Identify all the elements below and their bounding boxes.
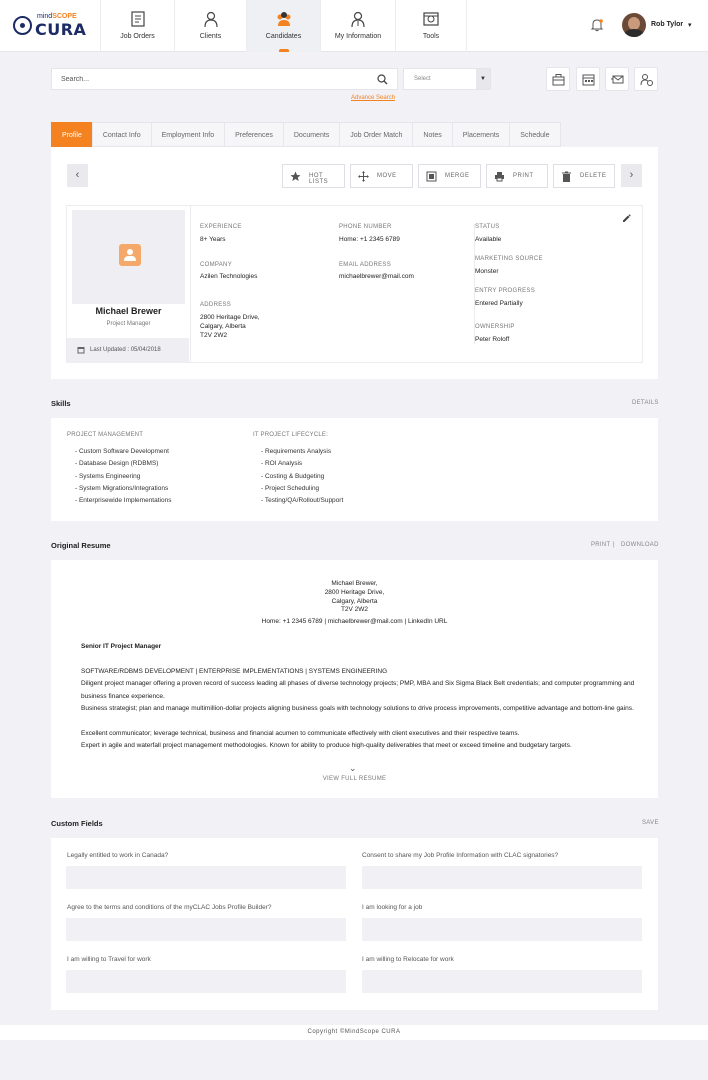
looking-for-job-field[interactable] [362, 918, 642, 941]
print-button[interactable]: PRINT [486, 164, 548, 188]
tab-profile[interactable]: Profile [51, 122, 92, 147]
chevron-down-icon[interactable]: ⌄ [349, 763, 357, 773]
calendar-small-icon [77, 346, 85, 354]
advance-search-link[interactable]: Advance Search [351, 95, 396, 101]
list-item: - Systems Engineering [75, 473, 141, 480]
willing-travel-field[interactable] [66, 970, 346, 993]
custom-fields-save-link[interactable]: SAVE [642, 820, 659, 826]
search-icon[interactable] [377, 74, 388, 85]
calendar-button[interactable] [576, 67, 600, 91]
address-line-2: Calgary, Alberta [200, 323, 246, 330]
search-category-select[interactable]: Select ▼ [403, 68, 491, 90]
list-item: - Custom Software Development [75, 448, 169, 455]
nav-tools[interactable]: Tools [395, 0, 467, 52]
agree-terms-field[interactable] [66, 918, 346, 941]
star-icon [290, 171, 301, 182]
status-value: Available [475, 236, 502, 243]
email-button[interactable] [605, 67, 629, 91]
list-item: - Testing/QA/Rollout/Support [261, 497, 344, 504]
previous-candidate-button[interactable] [67, 164, 88, 187]
address-line-3: T2V 2W2 [200, 332, 228, 339]
notification-bell-icon[interactable] [590, 18, 604, 32]
move-icon [358, 171, 369, 182]
calendar-icon [582, 73, 595, 86]
tab-placements[interactable]: Placements [452, 122, 510, 147]
resume-role: Senior IT Project Manager [81, 643, 162, 650]
user-avatar[interactable] [622, 13, 646, 37]
user-name[interactable]: Rob Tylor [651, 21, 684, 28]
skills-details-link[interactable]: DETAILS [632, 400, 659, 406]
list-item: - Project Scheduling [261, 485, 320, 492]
email-value[interactable]: michaelbrewer@mail.com [339, 273, 414, 280]
candidate-name: Michael Brewer [95, 306, 162, 316]
company-value: Azilen Technologies [200, 273, 258, 280]
phone-value: Home: +1 2345 6789 [339, 236, 400, 243]
chevron-down-icon: ▼ [476, 69, 490, 89]
candidate-summary-card: Michael Brewer Project Manager Last Updated : 05/04/2018 EXPERIENCE 8+ Years COMPANY Azilen Technologies ADDRESS 2800 Heritage Drive, Calgary, Alberta T2V 2W2 PHONE NUMBER Home: +1 2345 6789 EMAIL ADDRESS michaelbrewer@mail.com STATUS Available MARKETING SOURCE Monster ENTRY PROGRESS Entered Partially OWNERSHIP Peter Roloff [66, 205, 643, 363]
logo-mark-icon [13, 16, 32, 35]
move-button[interactable]: MOVE [350, 164, 413, 188]
tab-contact-info[interactable]: Contact Info [92, 122, 151, 147]
add-user-icon [640, 73, 653, 86]
add-candidate-button[interactable] [634, 67, 658, 91]
search-input[interactable] [52, 69, 352, 89]
printer-icon [494, 171, 505, 182]
list-item: - ROI Analysis [261, 460, 303, 467]
mail-icon [611, 73, 624, 86]
list-item: - Enterprisewide Implementations [75, 497, 172, 504]
consent-share-field[interactable] [362, 866, 642, 889]
top-header [0, 0, 708, 52]
nav-job-orders[interactable]: Job Orders [100, 0, 174, 52]
tab-notes[interactable]: Notes [412, 122, 451, 147]
candidate-photo[interactable] [72, 210, 185, 304]
custom-fields-title: Custom Fields [51, 819, 103, 828]
tools-icon [422, 10, 440, 28]
resume-download-link[interactable]: DOWNLOAD [621, 542, 659, 548]
tab-job-order-match[interactable]: Job Order Match [339, 122, 412, 147]
active-nav-indicator [279, 49, 289, 52]
search-bar [51, 68, 398, 90]
candidate-title: Project Manager [106, 321, 151, 327]
tab-schedule[interactable]: Schedule [509, 122, 560, 147]
resume-print-link[interactable]: PRINT [591, 542, 611, 548]
address-line-1: 2800 Heritage Drive, [200, 314, 260, 321]
footer-copyright: Copyright ©MindScope CURA [0, 1025, 708, 1040]
edit-pencil-icon[interactable] [622, 214, 631, 223]
my-information-icon [349, 10, 367, 28]
tab-preferences[interactable]: Preferences [224, 122, 283, 147]
list-item: - Database Design (RDBMS) [75, 460, 159, 467]
chevron-right-icon: › [629, 169, 634, 181]
experience-value: 8+ Years [200, 236, 226, 243]
willing-relocate-field[interactable] [362, 970, 642, 993]
candidates-icon [275, 10, 293, 28]
list-item: - System Migrations/Integrations [75, 485, 169, 492]
user-menu-caret-icon[interactable]: ▾ [688, 22, 692, 29]
briefcase-icon [552, 73, 565, 86]
marketing-source-value: Monster [475, 268, 499, 275]
merge-icon [426, 171, 437, 182]
nav-clients[interactable]: Clients [174, 0, 246, 52]
nav-my-information[interactable]: My Information [320, 0, 395, 52]
hot-lists-button[interactable]: HOT LISTS [282, 164, 345, 188]
quick-add-job-button[interactable] [546, 67, 570, 91]
user-placeholder-icon [119, 244, 141, 266]
ownership-value: Peter Roloff [475, 336, 510, 343]
delete-button[interactable]: DELETE [553, 164, 615, 188]
chevron-left-icon: ‹ [75, 169, 80, 181]
mindscope-cura-logo[interactable]: mindSCOPE CURA [13, 12, 93, 38]
profile-tabs [51, 122, 561, 147]
list-item: - Costing & Budgeting [261, 473, 325, 480]
legally-entitled-field[interactable] [66, 866, 346, 889]
job-orders-icon [129, 10, 147, 28]
last-updated: Last Updated : 05/04/2018 [67, 338, 189, 363]
clients-icon [202, 10, 220, 28]
list-item: - Requirements Analysis [261, 448, 332, 455]
nav-candidates[interactable]: Candidates [246, 0, 320, 52]
tab-documents[interactable]: Documents [283, 122, 339, 147]
skills-title: Skills [51, 399, 71, 408]
view-full-resume-link[interactable]: VIEW FULL RESUME [322, 776, 387, 782]
tab-employment-info[interactable]: Employment Info [151, 122, 225, 147]
original-resume-title: Original Resume [51, 541, 111, 550]
trash-icon [561, 171, 572, 182]
merge-button[interactable]: MERGE [418, 164, 481, 188]
next-candidate-button[interactable] [621, 164, 642, 187]
entry-progress-value: Entered Partially [475, 300, 523, 307]
